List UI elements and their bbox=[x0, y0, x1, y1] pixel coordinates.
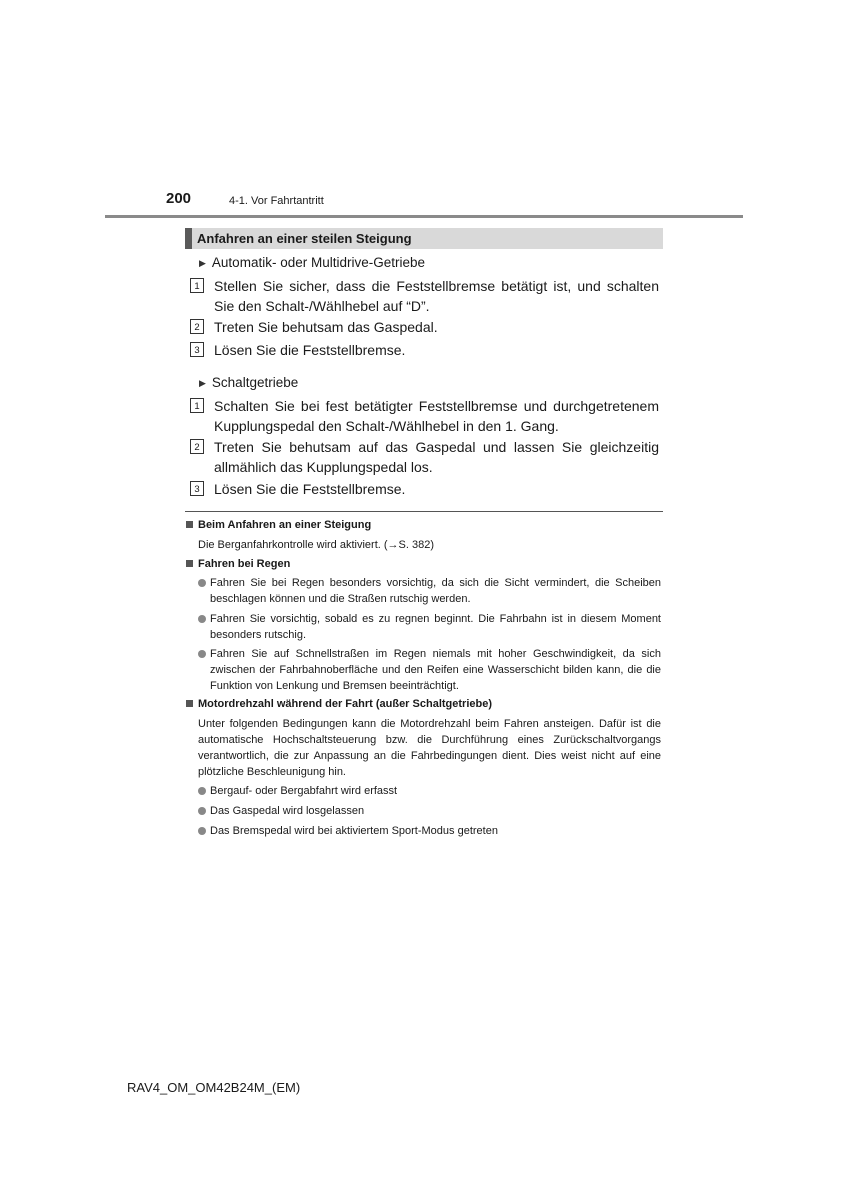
round-bullet-icon bbox=[198, 650, 206, 658]
step-number-box: 3 bbox=[190, 481, 204, 496]
square-bullet-icon bbox=[186, 700, 193, 707]
page-number: 200 bbox=[166, 190, 192, 207]
step-item bbox=[190, 397, 660, 437]
list-item: Das Bremspedal wird bei aktiviertem Sport-Modus getreten bbox=[198, 823, 661, 840]
round-bullet-icon bbox=[198, 787, 206, 795]
step-item bbox=[190, 341, 660, 361]
note-text-slope: Die Berganfahrkontrolle wird aktiviert. (→S. 382) bbox=[198, 539, 434, 551]
square-bullet-icon bbox=[186, 521, 193, 528]
running-header: 4-1. Vor Fahrtantritt bbox=[229, 195, 324, 207]
list-item: Bergauf- oder Bergabfahrt wird erfasst bbox=[198, 783, 661, 800]
round-bullet-icon bbox=[198, 615, 206, 623]
step-text: Treten Sie behutsam das Gaspedal. bbox=[214, 319, 438, 335]
step-text: Schalten Sie bei fest betätigter Feststellbremse und durchgetretenem Kupplungspedal den Schalt-/Wählhebel in den 1. Gang. bbox=[214, 398, 659, 434]
section-title-bar bbox=[185, 228, 663, 249]
round-bullet-icon bbox=[198, 827, 206, 835]
procedure-heading-automatic: ▶ Automatik- oder Multidrive-Getriebe bbox=[199, 255, 426, 270]
step-number-box: 1 bbox=[190, 278, 204, 293]
step-text: Lösen Sie die Feststellbremse. bbox=[214, 342, 406, 358]
procedure-heading-manual: ▶ Schaltgetriebe bbox=[199, 375, 299, 390]
triangle-bullet-icon: ▶ bbox=[199, 258, 206, 268]
step-item bbox=[190, 480, 660, 500]
step-text: Stellen Sie sicher, dass die Feststellbremse betätigt ist, und schalten Sie den Schalt-/Wählhebel auf “D”. bbox=[214, 278, 659, 314]
triangle-bullet-icon: ▶ bbox=[199, 378, 206, 388]
section-divider bbox=[185, 511, 663, 512]
step-number-box: 2 bbox=[190, 439, 204, 454]
step-item bbox=[190, 438, 660, 478]
round-bullet-icon bbox=[198, 807, 206, 815]
note-text-rpm: Unter folgenden Bedingungen kann die Motordrehzahl beim Fahren ansteigen. Dafür ist die automatische Hochschaltsteuerung bzw. die Durchführung eines Zurückschaltvorgangs verantwortlich, die zur Anpassung an die Fahrbedingungen dient. Dies weist nicht auf eine plötzliche Beschleunigung hin. bbox=[198, 718, 661, 778]
round-bullet-icon bbox=[198, 579, 206, 587]
step-item bbox=[190, 318, 660, 338]
note-heading-rpm: Motordrehzahl während der Fahrt (außer Schaltgetriebe) bbox=[186, 698, 492, 710]
list-item: Fahren Sie bei Regen besonders vorsichtig, da sich die Sicht vermindert, die Scheiben beschlagen können und die Straßen rutschig werden. bbox=[198, 575, 661, 608]
section-title: Anfahren an einer steilen Steigung bbox=[197, 231, 412, 246]
step-item bbox=[190, 277, 660, 317]
footer-doc-code: RAV4_OM_OM42B24M_(EM) bbox=[127, 1080, 301, 1095]
step-number-box: 3 bbox=[190, 342, 204, 357]
header-rule bbox=[105, 215, 743, 218]
list-item: Fahren Sie auf Schnellstraßen im Regen niemals mit hoher Geschwindigkeit, da sich zwischen der Fahrbahnoberfläche und den Reifen eine Wasserschicht bilden kann, die die Funktion von Lenkung und Bremsen beeinträchtigt. bbox=[198, 646, 661, 695]
note-heading-rain: Fahren bei Regen bbox=[186, 558, 290, 570]
list-item: Fahren Sie vorsichtig, sobald es zu regnen beginnt. Die Fahrbahn ist in diesem Moment besonders rutschig. bbox=[198, 611, 661, 644]
step-number-box: 2 bbox=[190, 319, 204, 334]
step-number-box: 1 bbox=[190, 398, 204, 413]
list-item: Das Gaspedal wird losgelassen bbox=[198, 803, 661, 820]
step-text: Lösen Sie die Feststellbremse. bbox=[214, 481, 406, 497]
note-heading-slope: Beim Anfahren an einer Steigung bbox=[186, 519, 371, 531]
square-bullet-icon bbox=[186, 560, 193, 567]
step-text: Treten Sie behutsam auf das Gaspedal und lassen Sie gleichzeitig allmählich das Kupplungspedal los. bbox=[214, 439, 659, 475]
